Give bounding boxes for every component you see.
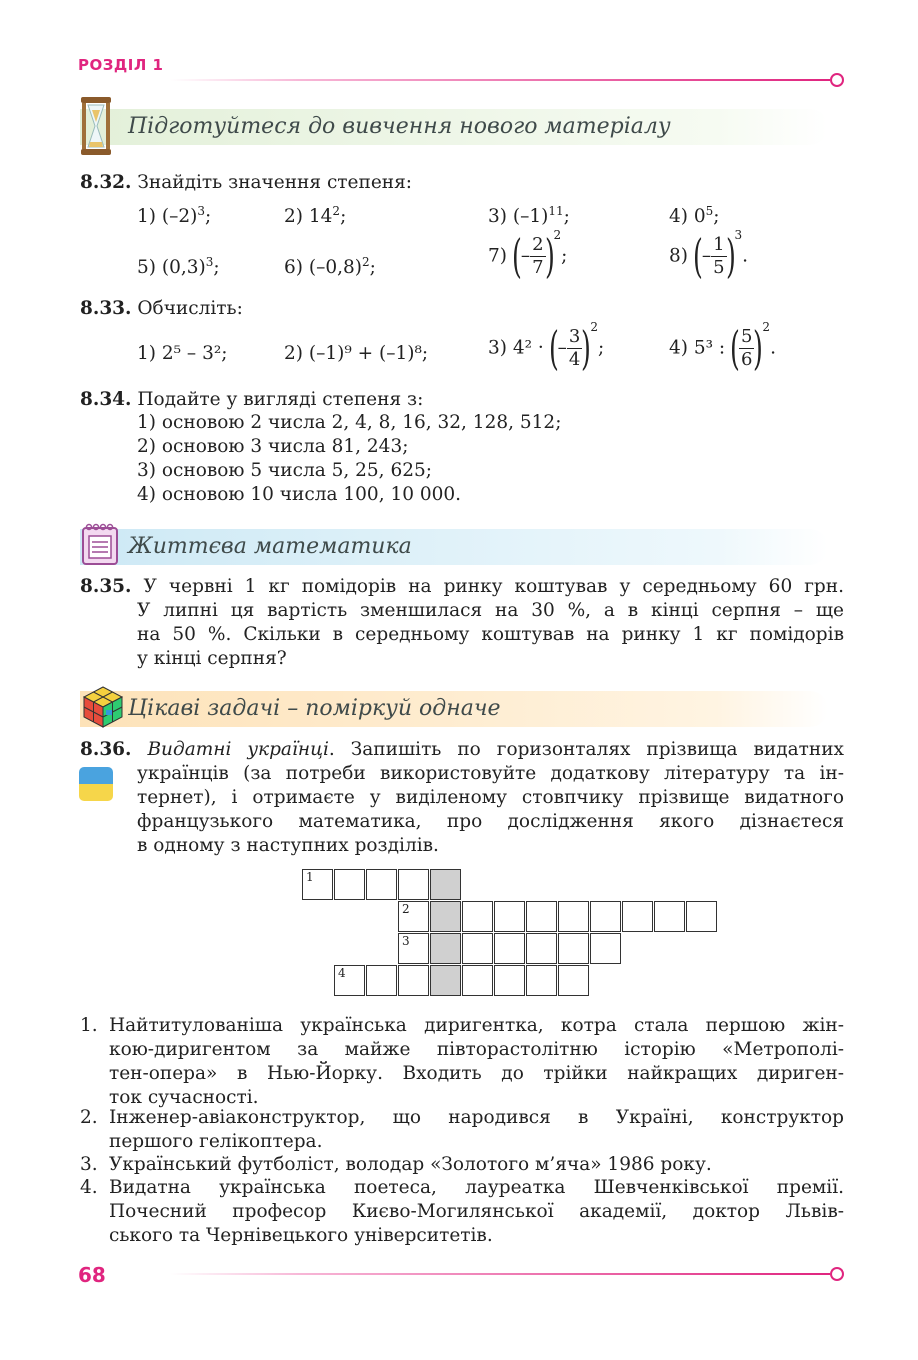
crossword-cell[interactable] xyxy=(558,933,589,964)
crossword-number: 4 xyxy=(338,966,346,980)
crossword-cell[interactable] xyxy=(494,933,525,964)
ex832-item-2: 2) $14^2$; xyxy=(284,204,347,228)
crossword-highlight-cell[interactable] xyxy=(430,901,461,932)
clue-line: Найтитулованіша українська диригентка, котра стала першою жін- xyxy=(109,1015,844,1036)
ex832-item-5: 5) $(0,3)^3$; xyxy=(137,255,220,279)
crossword-cell[interactable] xyxy=(398,965,429,996)
ex832-item-4: 4) $0^5$; xyxy=(669,204,720,228)
crossword-cell[interactable] xyxy=(686,901,717,932)
page-number: 68 xyxy=(78,1263,106,1287)
exercise-number: 8.32. xyxy=(80,172,132,193)
exercise-number: 8.34. xyxy=(80,389,132,410)
crossword-highlight-cell[interactable] xyxy=(430,965,461,996)
clue-line: Інженер-авіаконструктор, що народився в Україні, конструктор xyxy=(109,1107,844,1128)
ukraine-flag-icon xyxy=(79,767,113,801)
crossword-cell[interactable] xyxy=(462,933,493,964)
ex833-item-1: 1) 2⁵ – 3²; xyxy=(137,343,228,364)
clue-line: кою-диригентом за майже півторастолітню історію «Метрополі- xyxy=(109,1039,844,1060)
crossword-number: 1 xyxy=(306,870,314,884)
crossword-highlight-cell[interactable] xyxy=(430,869,461,900)
clue-line: Видатна українська поетеса, лауреатка Шевченківської премії. xyxy=(109,1177,844,1198)
banner-interesting-label: Цікаві задачі – поміркуй одначе xyxy=(128,696,501,721)
crossword-cell[interactable] xyxy=(526,933,557,964)
notebook-icon xyxy=(80,522,120,566)
exercise-text: Подайте у вигляді степеня з: xyxy=(137,389,424,410)
ex832-item-6: 6) $(-0,8)^2$; xyxy=(284,255,376,279)
banner-prepare xyxy=(80,109,828,145)
clue-line: ток сучасності. xyxy=(109,1087,259,1108)
ex833-item-2: 2) (–1)⁹ + (–1)⁸; xyxy=(284,343,429,364)
ex835-line-1: 8.35. У червні 1 кг помідорів на ринку коштував у середньому 60 грн. xyxy=(80,576,844,597)
ex832-item-3: 3) $(-1)^{11}$; xyxy=(488,204,570,228)
banner-interesting xyxy=(80,691,828,727)
crossword-cell[interactable] xyxy=(462,965,493,996)
header-rule xyxy=(170,79,830,81)
crossword-cell[interactable] xyxy=(526,965,557,996)
ex836-line: французького математика, про дослідження якого дізнаєтеся xyxy=(137,811,844,832)
footer-rule xyxy=(170,1273,830,1275)
crossword-cell[interactable] xyxy=(494,965,525,996)
footer-rule-end xyxy=(830,1267,844,1281)
ex834-line: 3) основою 5 числа 5, 25, 625; xyxy=(137,460,432,481)
clue-number: 3. xyxy=(80,1154,98,1175)
crossword-cell[interactable] xyxy=(622,901,653,932)
ex836-line-1: 8.36. Видатні українці. Запишіть по горизонталях прізвища видатних xyxy=(80,739,844,760)
crossword-cell[interactable] xyxy=(526,901,557,932)
exercise-text: Знайдіть значення степеня: xyxy=(137,172,412,193)
ex834-line: 2) основою 3 числа 81, 243; xyxy=(137,436,409,457)
clue-line: Український футболіст, володар «Золотого м’яча» 1986 року. xyxy=(109,1154,712,1175)
crossword-cell[interactable] xyxy=(590,933,621,964)
hourglass-icon xyxy=(78,96,114,156)
ex836-line: в одному з наступних розділів. xyxy=(137,835,439,856)
banner-life-math-label: Життєва математика xyxy=(128,534,412,559)
ex832-item-7: 7) (– $\frac{2}{7}$ )$^2$; xyxy=(488,228,568,283)
ex835-line: у кінці серпня? xyxy=(137,648,287,669)
crossword-cell[interactable] xyxy=(558,901,589,932)
clue-line: першого гелікоптера. xyxy=(109,1131,323,1152)
clue-line: Почесний професор Києво-Могилянської академії, доктор Львів- xyxy=(109,1201,844,1222)
crossword-cell[interactable] xyxy=(494,901,525,932)
header-rule-end xyxy=(830,73,844,87)
ex832-item-1: 1) $(-2)^3$; xyxy=(137,204,212,228)
clue-line: тен-опера» в Нью-Йорку. Входить до трійки найкращих дириген- xyxy=(109,1063,844,1084)
ex835-line: У липні ця вартість зменшилася на 30 %, а в кінці серпня – ще xyxy=(137,600,844,621)
section-title: РОЗДІЛ 1 xyxy=(78,56,164,74)
crossword-cell[interactable] xyxy=(558,965,589,996)
crossword-number: 2 xyxy=(402,902,410,916)
crossword-number: 3 xyxy=(402,934,410,948)
clue-number: 4. xyxy=(80,1177,98,1198)
ex836-title: Видатні українці xyxy=(147,739,329,760)
ex833-item-3: 3) 4² · (– $\frac{3}{4}$ )$^2$; xyxy=(488,320,605,375)
crossword-cell[interactable] xyxy=(590,901,621,932)
clue-number: 2. xyxy=(80,1107,98,1128)
clue-number: 1. xyxy=(80,1015,98,1036)
ex833-item-4: 4) 5³ : ( $\frac{5}{6}$ )$^2$. xyxy=(669,320,776,375)
exercise-8-32-heading xyxy=(80,171,412,195)
exercise-number: 8.33. xyxy=(80,298,132,319)
banner-life-math xyxy=(80,529,828,565)
crossword-cell[interactable] xyxy=(334,869,365,900)
ex836-line: українців (за потреби використовуйте додаткову літературу та ін- xyxy=(137,763,844,784)
crossword-cell[interactable] xyxy=(654,901,685,932)
ex834-line: 1) основою 2 числа 2, 4, 8, 16, 32, 128, 512; xyxy=(137,412,562,433)
ex836-line: тернет), і отримаєте у виділеному стовпчику прізвище видатного xyxy=(137,787,844,808)
crossword-cell[interactable] xyxy=(398,869,429,900)
exercise-8-33-heading xyxy=(80,297,243,321)
cube-icon xyxy=(80,684,126,730)
crossword-highlight-cell[interactable] xyxy=(430,933,461,964)
ex834-line: 4) основою 10 числа 100, 10 000. xyxy=(137,484,462,505)
crossword-cell[interactable] xyxy=(366,869,397,900)
ex835-line: на 50 %. Скільки в середньому коштував на ринку 1 кг помідорів xyxy=(137,624,844,645)
exercise-8-34-heading xyxy=(80,388,423,412)
exercise-text: Обчисліть: xyxy=(137,298,243,319)
clue-line: ського та Чернівецького університетів. xyxy=(109,1225,493,1246)
crossword-cell[interactable] xyxy=(462,901,493,932)
exercise-number: 8.36. xyxy=(80,739,132,760)
ex832-item-8: 8) (– $\frac{1}{5}$ )$^3$. xyxy=(669,228,749,283)
crossword-cell[interactable] xyxy=(366,965,397,996)
exercise-number: 8.35. xyxy=(80,576,132,597)
banner-prepare-label: Підготуйтеся до вивчення нового матеріалу xyxy=(128,114,671,139)
